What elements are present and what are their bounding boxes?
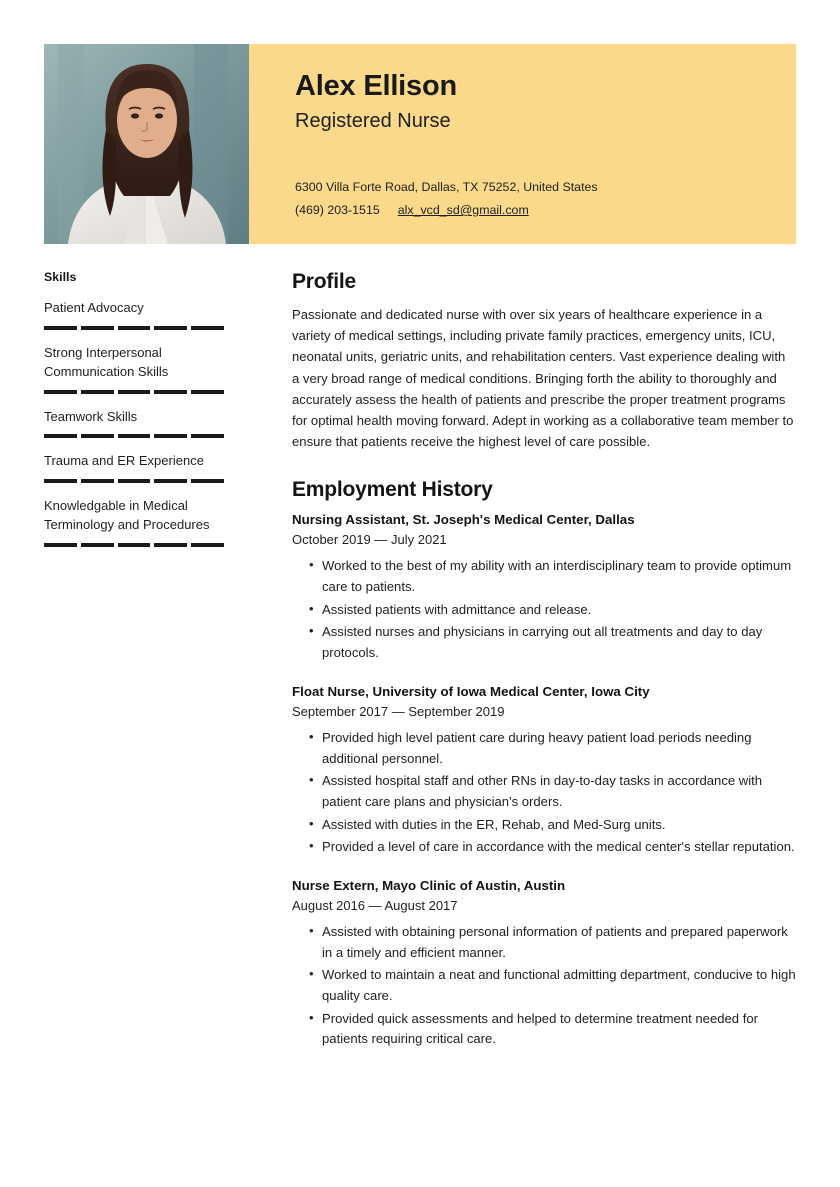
skill-segment [118, 479, 151, 483]
list-item: • Assisted hospital staff and other RNs in day-to-day tasks in accordance with patient care plans and physician's orders. [322, 771, 796, 812]
skill-segment [44, 479, 77, 483]
employment-bullets [292, 922, 796, 1050]
skill-segment [44, 434, 77, 438]
header-band [249, 44, 796, 244]
employment-dates: September 2017 — September 2019 [292, 703, 505, 719]
main-content [249, 270, 796, 1070]
skill-segment [118, 390, 151, 394]
employment-entry [292, 512, 796, 663]
skill-segment [118, 434, 151, 438]
skill-segment [44, 543, 77, 547]
skill-segment [44, 390, 77, 394]
skill-label: Trauma and ER Experience [44, 453, 204, 468]
skill-label: Strong Interpersonal Communication Skills [44, 344, 169, 379]
employment-dates: August 2016 — August 2017 [292, 897, 458, 913]
employment-title: Nursing Assistant, St. Joseph's Medical Center, Dallas [292, 512, 635, 528]
employment-dates: October 2019 — July 2021 [292, 532, 447, 548]
contact-email-link[interactable]: alx_vcd_sd@gmail.com [397, 203, 529, 218]
avatar [44, 44, 249, 244]
skill-rating-bar [44, 543, 224, 547]
job-title: Registered Nurse [295, 110, 451, 133]
skill-item [44, 451, 249, 483]
list-item: • Provided quick assessments and helped to determine treatment needed for patients requiring critical care. [322, 1009, 796, 1050]
skill-label: Knowledgable in Medical Terminology and Procedures [44, 497, 210, 532]
skill-segment [81, 543, 114, 547]
contact-phone: (469) 203-1515 [295, 203, 380, 218]
employment-title: Nurse Extern, Mayo Clinic of Austin, Austin [292, 877, 566, 893]
list-item: • Provided a level of care in accordance with the medical center's stellar reputation. [322, 837, 796, 858]
skill-segment [154, 543, 187, 547]
skill-segment [118, 326, 151, 330]
profile-text: Passionate and dedicated nurse with over six years of healthcare experience in a variety of medical settings, including private family practices, emergency units, ICU, neonatal units, geriatric units, and rehabilitation centers. Vast experience dealing with a very broad range of medical conditions. Bringing forth the ability to thoroughly and accurately assess the health of patients and prescribe the proper treatment programs for optimal health moving forward. Adept in working as a collaborative team member to ensure that patients receive the highest level of care possible. [292, 307, 794, 450]
skill-segment [118, 543, 151, 547]
skill-segment [81, 390, 114, 394]
skill-label: Teamwork Skills [44, 408, 138, 424]
employment-entry [292, 878, 796, 1050]
skill-segment [154, 479, 187, 483]
contact-block [295, 176, 598, 222]
contact-address: 6300 Villa Forte Road, Dallas, TX 75252, United States [295, 180, 598, 195]
skill-segment [81, 326, 114, 330]
skill-item [44, 496, 249, 547]
skill-segment [81, 434, 114, 438]
skill-segment [191, 434, 224, 438]
skill-segment [154, 434, 187, 438]
employment-bullets [292, 556, 796, 663]
page-title: Alex Ellison [295, 70, 457, 102]
skill-label: Patient Advocacy [44, 300, 144, 315]
skill-item [44, 407, 249, 439]
resume-body [44, 270, 796, 1070]
employment-heading: Employment History [292, 478, 493, 502]
resume-header [44, 44, 796, 244]
skill-segment [81, 479, 114, 483]
skill-segment [191, 326, 224, 330]
skill-segment [191, 479, 224, 483]
skill-segment [191, 390, 224, 394]
skill-segment [154, 326, 187, 330]
skill-segment [154, 390, 187, 394]
list-item: • Assisted nurses and physicians in carrying out all treatments and day to day protocols. [322, 622, 796, 663]
skill-segment [191, 543, 224, 547]
list-item: • Assisted with duties in the ER, Rehab, and Med-Surg units. [322, 815, 796, 836]
skill-item [44, 298, 249, 330]
skill-segment [44, 326, 77, 330]
list-item: • Worked to maintain a neat and functional admitting department, conducive to high quality care. [322, 965, 796, 1006]
employment-section [292, 478, 796, 1050]
skill-rating-bar [44, 479, 224, 483]
employment-bullets [292, 728, 796, 858]
employment-entry [292, 684, 796, 858]
list-item: • Assisted patients with admittance and release. [322, 600, 796, 621]
skill-rating-bar [44, 434, 224, 438]
skills-heading: Skills [44, 270, 77, 284]
skill-item [44, 343, 249, 394]
skill-rating-bar [44, 390, 224, 394]
list-item: • Worked to the best of my ability with an interdisciplinary team to provide optimum care to patients. [322, 556, 796, 597]
list-item: • Provided high level patient care during heavy patient load periods needing additional personnel. [322, 728, 796, 769]
employment-title: Float Nurse, University of Iowa Medical Center, Iowa City [292, 683, 650, 699]
sidebar [44, 270, 249, 1070]
profile-heading: Profile [292, 270, 356, 293]
skill-rating-bar [44, 326, 224, 330]
list-item: • Assisted with obtaining personal information of patients and prepared paperwork in a timely and efficient manner. [322, 922, 796, 963]
